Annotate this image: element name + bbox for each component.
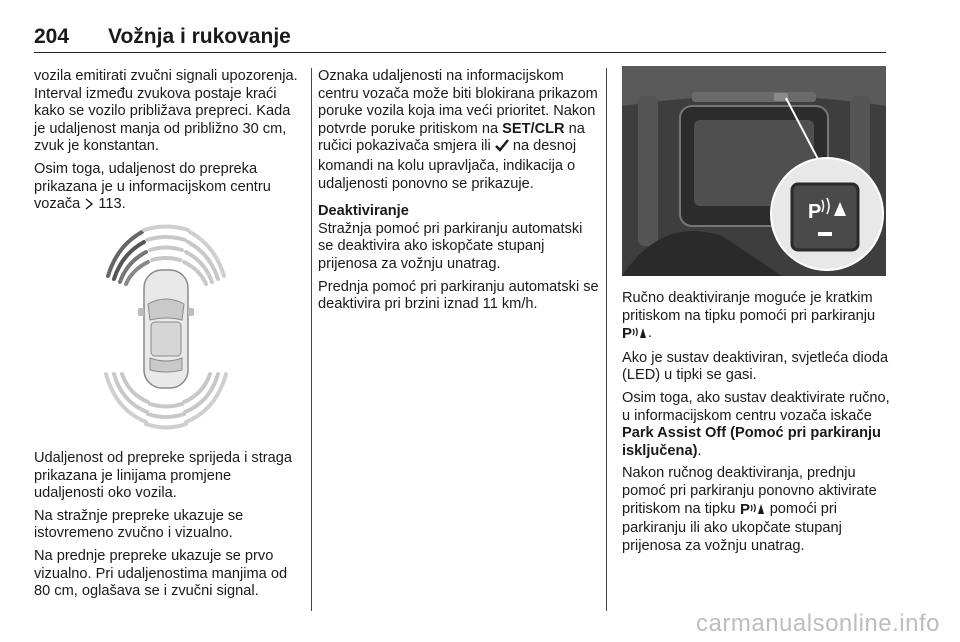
- paragraph: Ručno deaktiviranje moguće je kratkim pritiskom na tipku pomoći pri parkiranju P .: [622, 290, 890, 345]
- paragraph: Na stražnje prepreke ukazuje se istovremeno zvučno i vizualno.: [34, 507, 244, 542]
- park-assist-off-message: Park Assist Off (Pomoć pri parkiranju isključena): [622, 425, 881, 459]
- page-reference: 113: [98, 196, 122, 213]
- paragraph: Na prednje prepreke ukazuje se prvo vizualno. Pri udaljenostima manjima od 80 cm, oglašava se i zvučni signal.: [34, 547, 288, 600]
- paragraph: Stražnja pomoć pri parkiranju automatski se deaktivira ako iskopčate stupanj prijenosa za vožnju unatrag.: [318, 220, 583, 272]
- column-2: [318, 68, 600, 319]
- page-reference-icon: [84, 198, 94, 216]
- parking-sensor-figure: [34, 224, 298, 436]
- paragraph: Osim toga, ako sustav deaktivirate ručno, u informacijskom centru vozača iskače Park Assist Off (Pomoć pri parkiranju isključena).: [622, 389, 890, 459]
- column-1-lower: [34, 450, 302, 606]
- paragraph: Prednja pomoć pri parkiranju automatski se deaktivira pri brzini iznad 11 km/h.: [318, 278, 599, 313]
- car-icon: [138, 270, 194, 388]
- paragraph: Ako je sustav deaktiviran, svjetleća dioda (LED) u tipki se gasi.: [622, 349, 889, 384]
- park-assist-icon: [622, 325, 648, 345]
- column-1: [34, 68, 302, 221]
- page-header: [34, 25, 886, 51]
- page-title: Vožnja i rukovanje: [108, 25, 291, 48]
- column-divider-1: [311, 68, 312, 611]
- column-3: [622, 290, 890, 560]
- park-assist-icon: [740, 501, 766, 521]
- header-rule: [34, 52, 886, 53]
- paragraph: Oznaka udaljenosti na informacijskom centru vozača može biti blokirana prikazom poruke vozila koja ima veći prioritet. Nakon potvrde poruke pritiskom na SET/CLR na ručici pokazivača smjera ili na desnoj komandi na kolu upravljača, indikacija o udaljenosti ponovno se prikazuje.: [318, 68, 598, 192]
- paragraph: Udaljenost od prepreke sprijeda i straga prikazana je linijama promjene udaljenosti oko vozila.: [34, 450, 292, 502]
- svg-text:P: P: [739, 500, 750, 515]
- park-assist-button-label: P: [808, 201, 822, 223]
- paragraph: Nakon ručnog deaktiviranja, prednju pomoć pri parkiranju ponovno aktivirate pritiskom na tipku P pomoći pri parkiranju ili ako ukopčate stupanj prijenosa za vožnju unatrag.: [622, 465, 877, 554]
- paragraph: Osim toga, udaljenost do prepreka prikazana je u informacijskom centru vozača 113.: [34, 161, 302, 216]
- paragraph: vozila emitirati zvučni signali upozorenja. Interval između zvukova postaje kraći kako se vozilo približava prepreci. Kada je udaljenost manja od približno 30 cm, zvuk je konstantan.: [34, 68, 298, 155]
- svg-text:P: P: [622, 325, 633, 340]
- checkmark-icon: [495, 139, 509, 158]
- watermark: carmanualsonline.info: [696, 610, 940, 637]
- column-divider-2: [606, 68, 607, 611]
- dashboard-button-figure: [622, 66, 886, 276]
- section-heading: Deaktiviranje: [318, 203, 409, 220]
- set-clr-button-label: SET/CLR: [502, 120, 565, 137]
- page-number: 204: [34, 25, 70, 48]
